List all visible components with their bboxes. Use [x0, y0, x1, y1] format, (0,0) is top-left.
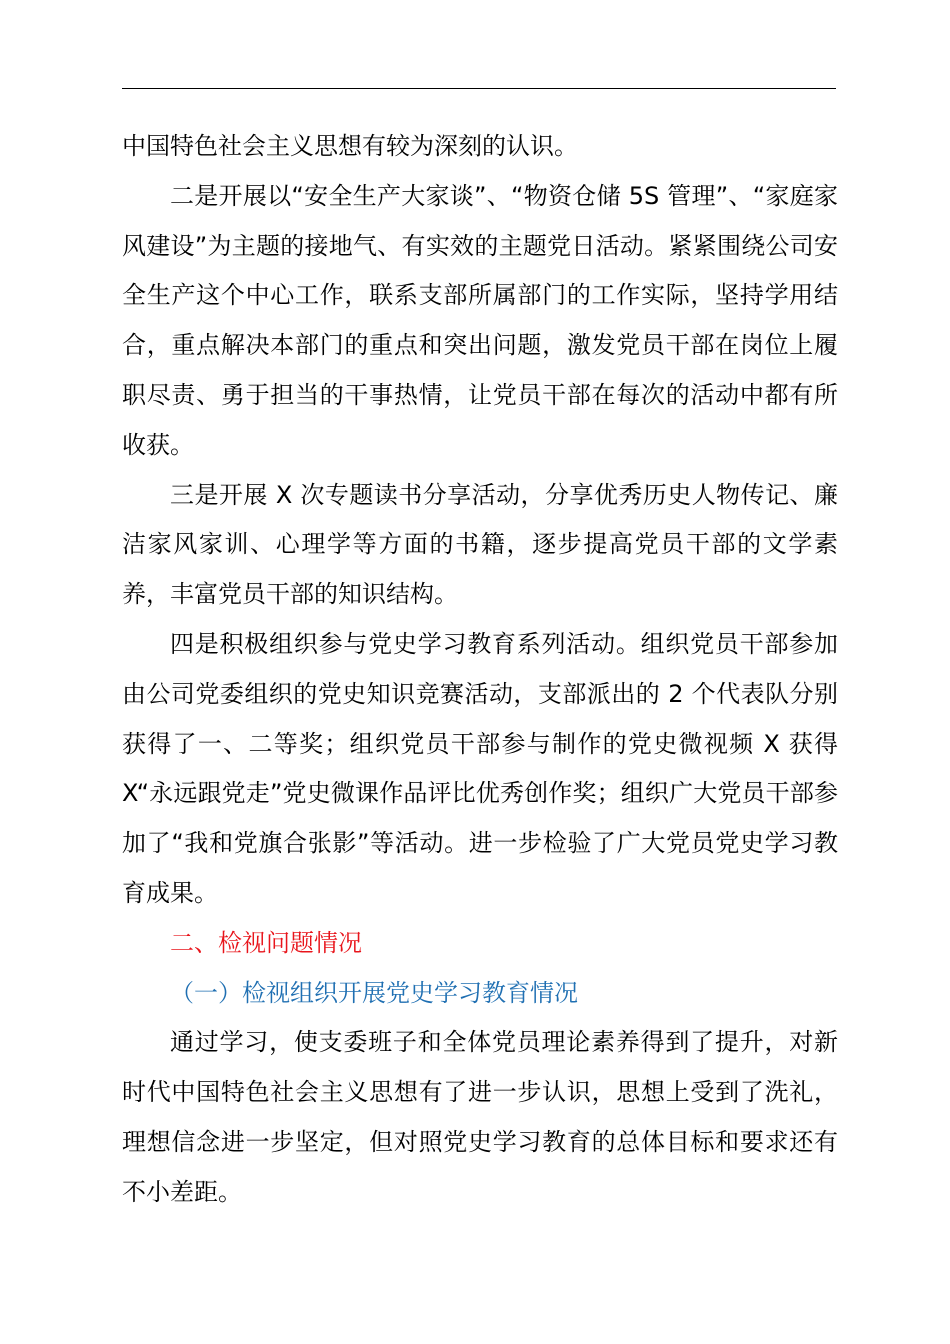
paragraph-review: 通过学习，使支委班子和全体党员理论素养得到了提升，对新时代中国特色社会主义思想有了进一步认识，思想上受到了洗礼，理想信念进一步坚定，但对照党史学习教育的总体目标和要求还有不小差距。 [122, 1028, 838, 1206]
section-heading: 二、检视问题情况 [170, 928, 362, 957]
header-rule [122, 88, 836, 89]
paragraph-theme-activities: 二是开展以“安全生产大家谈”、“物资仓储 5S 管理”、“家庭家风建设”为主题的接地气、有实效的主题党日活动。紧紧围绕公司安全生产这个中心工作，联系支部所属部门的工作实际，坚持学用结合，重点解决本部门的重点和突出问题，激发党员干部在岗位上履职尽责、勇于担当的干事热情，让党员干部在每次的活动中都有所收获。 [122, 181, 838, 459]
document-body [122, 122, 838, 1218]
paragraph-continuation: 中国特色社会主义思想有较为深刻的认识。 [122, 132, 578, 160]
paragraph-party-history-activities: 四是积极组织参与党史学习教育系列活动。组织党员干部参加由公司党委组织的党史知识竞赛活动，支部派出的 2 个代表队分别获得了一、二等奖；组织党员干部参与制作的党史微视频 X 获得 X“永远跟党走”党史微课作品评比优秀创作奖；组织广大党员干部参加了“我和党旗合张影”等活动。进一步检验了广大党员党史学习教育成果。 [122, 629, 838, 907]
paragraph-reading-sharing: 三是开展 X 次专题读书分享活动，分享优秀历史人物传记、廉洁家风家训、心理学等方面的书籍，逐步提高党员干部的文学素养，丰富党员干部的知识结构。 [122, 480, 838, 609]
subsection-heading: （一）检视组织开展党史学习教育情况 [170, 978, 578, 1007]
